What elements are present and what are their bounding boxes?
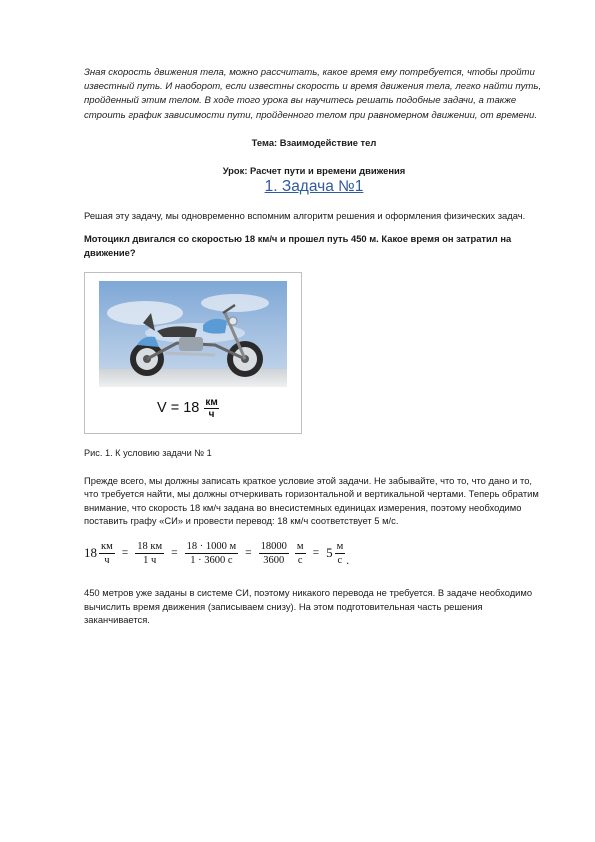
frac-b-den: 1 ч xyxy=(143,554,157,566)
paragraph-3: 450 метров уже заданы в системе СИ, поэтому никакого перевода не требуется. В задаче необходимо вычислить время движения (записываем снизу). На этом подготовительная часть решения заканчивается. xyxy=(84,586,533,626)
coef-5: 5 xyxy=(326,545,333,561)
frac-a xyxy=(99,540,115,567)
problem-statement: Мотоцикл двигался со скоростью 18 км/ч и прошел путь 450 м. Какое время он затратил на движение? xyxy=(84,233,512,258)
eq-1: = xyxy=(121,547,129,560)
frac-d xyxy=(259,540,289,567)
frac-c xyxy=(185,540,239,567)
frac-a-num: км xyxy=(101,540,113,552)
frac-e-den: с xyxy=(297,554,303,566)
paragraph-2: Прежде всего, мы должны записать краткое условие этой задачи. Не забывайте, что то, что дано и то, что требуется найти, мы должны отчеркивать горизонтальной и вертикальной чертами. Теперь обратим внимание, что скорость 18 км/ч задана во внесистемных единицах измерения, поэтому необходимо поставить графу «СИ» и провести перевод: 18 км/ч соответствует 5 м/с. xyxy=(84,474,539,527)
velocity-value: V = 18 xyxy=(157,400,200,417)
document-page xyxy=(84,66,544,627)
eq-3: = xyxy=(245,547,252,560)
frac-f-den: с xyxy=(337,554,343,566)
frac-f xyxy=(335,540,346,567)
motorcycle-figure xyxy=(84,272,302,434)
paragraph-1: Решая эту задачу, мы одновременно вспомним алгоритм решения и оформления физических задач. xyxy=(84,209,526,221)
frac-e-num: м xyxy=(296,540,304,552)
velocity-unit xyxy=(204,397,218,420)
unit-denominator: ч xyxy=(208,408,215,420)
task-link[interactable]: 1. Задача №1 xyxy=(264,177,364,195)
frac-a-den: ч xyxy=(104,554,110,566)
frac-c-den: 1 · 3600 с xyxy=(190,554,233,566)
frac-b xyxy=(135,540,164,567)
figure-caption: Рис. 1. К условию задачи № 1 xyxy=(84,447,212,458)
intro-paragraph: Зная скорость движения тела, можно рассчитать, какое время ему потребуется, чтобы пройти известный путь. И наоборот, если известны скорость и время движения тела, легко найти путь, пройденный этим телом. В ходе того урока вы научитесь решать подобные задачи, а также строить график зависимости пути, пройденного телом при равномерном движении, от времени. xyxy=(84,67,542,121)
unit-conversion-formula xyxy=(84,538,544,574)
lesson-heading: Урок: Расчет пути и времени движения xyxy=(222,164,406,176)
coef-18: 18 xyxy=(84,545,97,561)
frac-c-num: 18 · 1000 м xyxy=(186,540,237,552)
frac-d-den: 3600 xyxy=(263,554,285,566)
topic-heading: Тема: Взаимодействие тел xyxy=(251,136,377,148)
frac-e xyxy=(295,540,306,567)
frac-f-num: м xyxy=(336,540,344,552)
velocity-label xyxy=(157,397,219,420)
eq-2: = xyxy=(171,547,178,560)
eq-4: = xyxy=(312,547,320,560)
unit-numerator: км xyxy=(205,396,218,408)
frac-d-num: 18000 xyxy=(260,540,287,552)
formula-end: . xyxy=(346,554,350,567)
frac-b-num: 18 км xyxy=(137,540,163,552)
